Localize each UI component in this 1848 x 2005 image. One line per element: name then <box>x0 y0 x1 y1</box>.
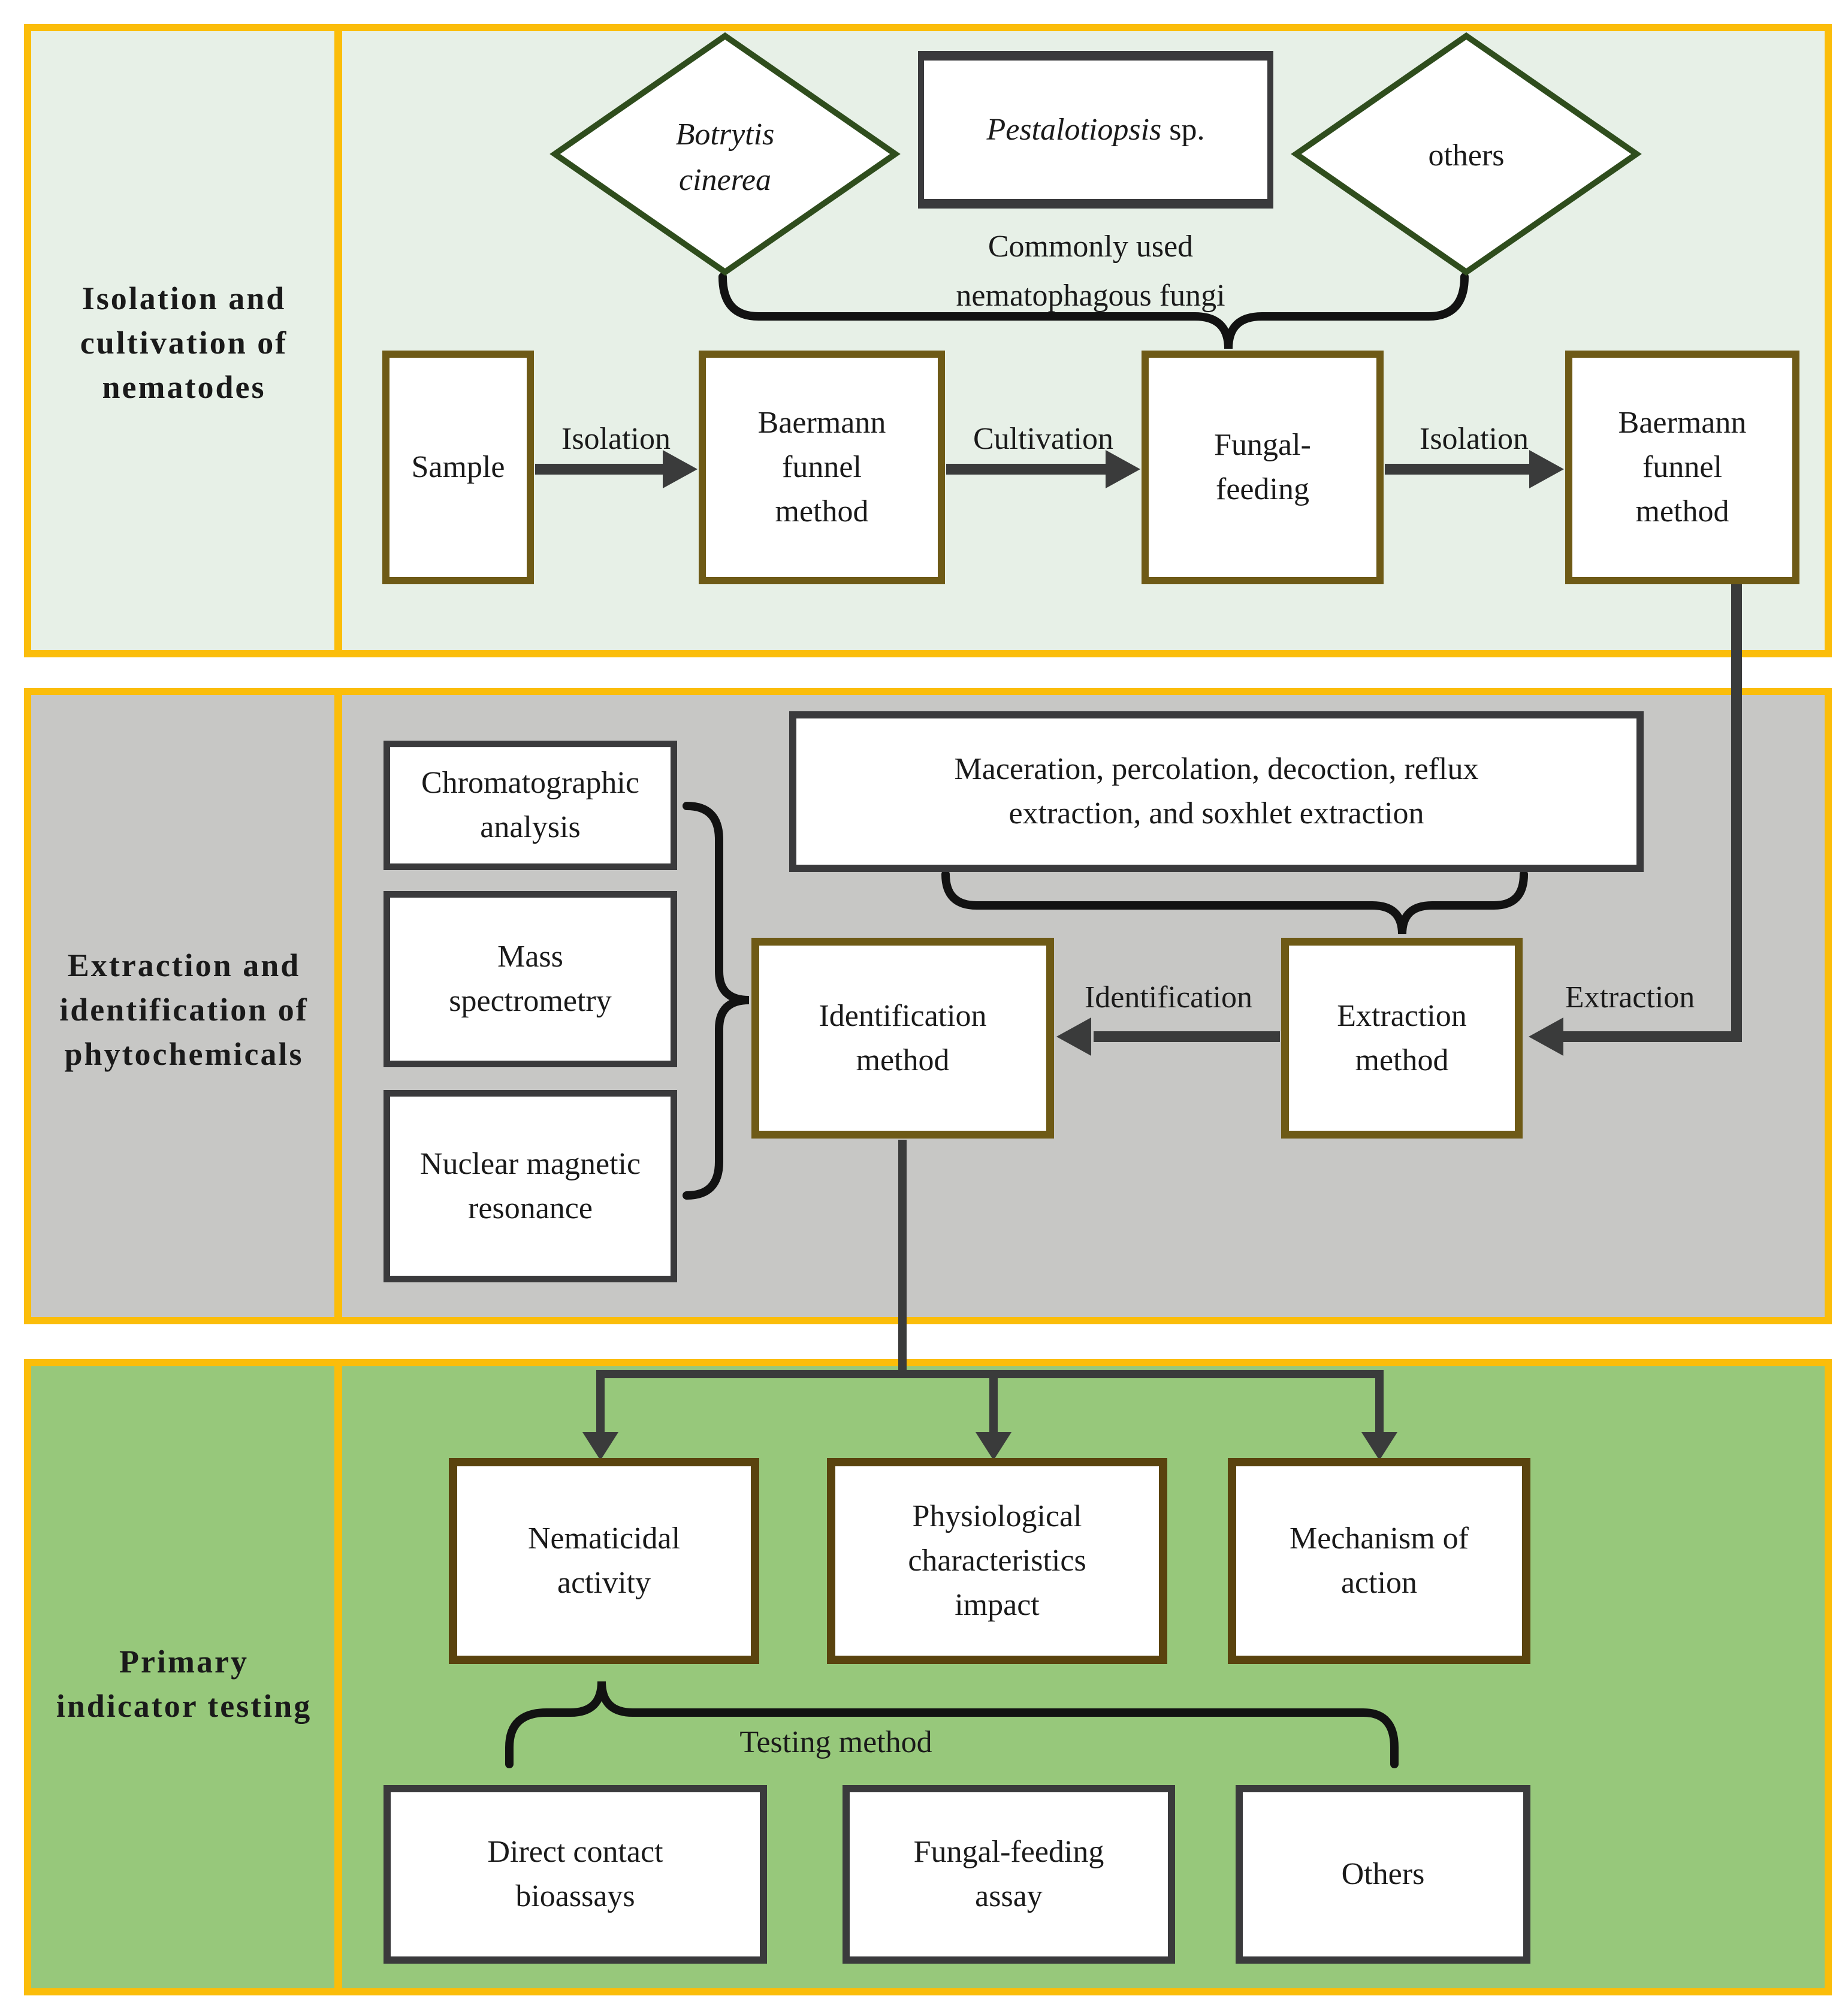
arrow-label-cultivation: Cultivation <box>973 422 1113 456</box>
label-line: Isolation and <box>81 280 286 316</box>
direct-contact-line: bioassays <box>515 1879 635 1913</box>
physiological-line: characteristics <box>908 1544 1086 1578</box>
mechanism-line: Mechanism of <box>1290 1521 1469 1556</box>
arrow-label-identification: Identification <box>1084 980 1253 1014</box>
label-line: Extraction and <box>67 947 301 983</box>
pestalotiopsis-label <box>986 108 1204 152</box>
mechanism-line: action <box>1340 1566 1418 1600</box>
fungal-assay-line: assay <box>975 1879 1043 1913</box>
arrow-label-extraction: Extraction <box>1565 980 1695 1014</box>
arrow-label-isolation-1: Isolation <box>561 422 671 456</box>
arrowhead-identification <box>1056 1017 1091 1056</box>
identification-method-line: Identification <box>819 998 987 1033</box>
mechanism-of-action-box <box>1228 1458 1530 1664</box>
maceration-line: extraction, and soxhlet extraction <box>1008 796 1424 831</box>
caption-nematophagous-fungi <box>830 222 1351 321</box>
label-line: phytochemicals <box>64 1036 304 1072</box>
fungal-feeding-box <box>1142 351 1384 584</box>
baermann2-line: Baermann <box>1618 406 1747 440</box>
pestalotiopsis-suffix: sp. <box>1161 112 1205 147</box>
chromatographic-line: Chromatographic <box>421 766 639 801</box>
diamond-others-label <box>1346 133 1586 179</box>
pestalotiopsis-box <box>918 51 1273 209</box>
baermann1-line: method <box>775 494 869 529</box>
extraction-method-line: method <box>1355 1043 1449 1077</box>
brace-analyses-to-identification-method <box>687 806 749 1195</box>
physiological-line: Physiological <box>912 1499 1082 1534</box>
label-line: identification of <box>59 992 309 1028</box>
arrowhead-physiological <box>976 1432 1011 1460</box>
extraction-method-line: Extraction <box>1337 998 1467 1033</box>
fungal-feeding-line: Fungal- <box>1214 428 1311 463</box>
brace-maceration-to-extraction-method <box>946 874 1524 934</box>
label-section2 <box>34 943 334 1076</box>
arrowhead-nematicidal <box>582 1432 618 1460</box>
nmr-box <box>384 1090 677 1282</box>
arrow-label-isolation-2: Isolation <box>1420 422 1529 456</box>
sample-label: Sample <box>411 450 505 485</box>
fungal-feeding-line: feeding <box>1216 472 1309 506</box>
physiological-impact-box <box>827 1458 1167 1664</box>
arrowhead-mechanism <box>1361 1432 1397 1460</box>
physiological-line: impact <box>955 1587 1040 1622</box>
direct-contact-bioassays-box <box>384 1785 767 1964</box>
direct-contact-line: Direct contact <box>487 1835 663 1870</box>
label-section1 <box>34 276 334 409</box>
nematicidal-line: Nematicidal <box>527 1521 681 1556</box>
testing-method-label: Testing method <box>739 1725 932 1759</box>
others-box-label: Others <box>1341 1857 1425 1892</box>
baermann-funnel-box-1 <box>699 351 945 584</box>
extraction-method-box <box>1281 938 1523 1139</box>
caption-line: Commonly used <box>988 230 1194 264</box>
fungal-feeding-assay-box <box>843 1785 1175 1964</box>
label-section3 <box>34 1639 334 1728</box>
label-line: nematodes <box>102 369 266 405</box>
chromatographic-box <box>384 741 677 870</box>
baermann1-line: funnel <box>782 450 862 485</box>
label-line: cultivation of <box>80 325 288 361</box>
mass-spectrometry-box <box>384 891 677 1067</box>
baermann2-line: method <box>1635 494 1729 529</box>
caption-line: nematophagous fungi <box>956 279 1225 313</box>
label-line: indicator testing <box>56 1688 312 1724</box>
baermann-funnel-box-2 <box>1565 351 1799 584</box>
diamond-botrytis-label <box>590 112 860 203</box>
maceration-line: Maceration, percolation, decoction, reflux <box>954 752 1479 787</box>
fungal-assay-line: Fungal-feeding <box>913 1835 1104 1870</box>
chromatographic-line: analysis <box>480 810 581 844</box>
others-line: others <box>1428 138 1505 173</box>
baermann2-line: funnel <box>1642 450 1722 485</box>
nematicidal-line: activity <box>557 1566 651 1600</box>
nmr-line: resonance <box>468 1191 593 1225</box>
pestalotiopsis-genus: Pestalotiopsis <box>986 112 1162 147</box>
mass-line: spectrometry <box>449 984 612 1018</box>
arrowhead-extraction <box>1529 1017 1563 1056</box>
nmr-line: Nuclear magnetic <box>419 1146 641 1181</box>
baermann1-line: Baermann <box>757 406 886 440</box>
others-box <box>1236 1785 1530 1964</box>
identification-method-box <box>751 938 1054 1139</box>
mass-line: Mass <box>497 940 563 974</box>
label-line: Primary <box>119 1644 249 1680</box>
sample-box <box>382 351 534 584</box>
maceration-box <box>789 711 1644 872</box>
identification-method-line: method <box>856 1043 950 1077</box>
botrytis-line: Botrytis <box>675 117 775 152</box>
botrytis-line: cinerea <box>679 163 771 197</box>
nematicidal-activity-box <box>449 1458 759 1664</box>
